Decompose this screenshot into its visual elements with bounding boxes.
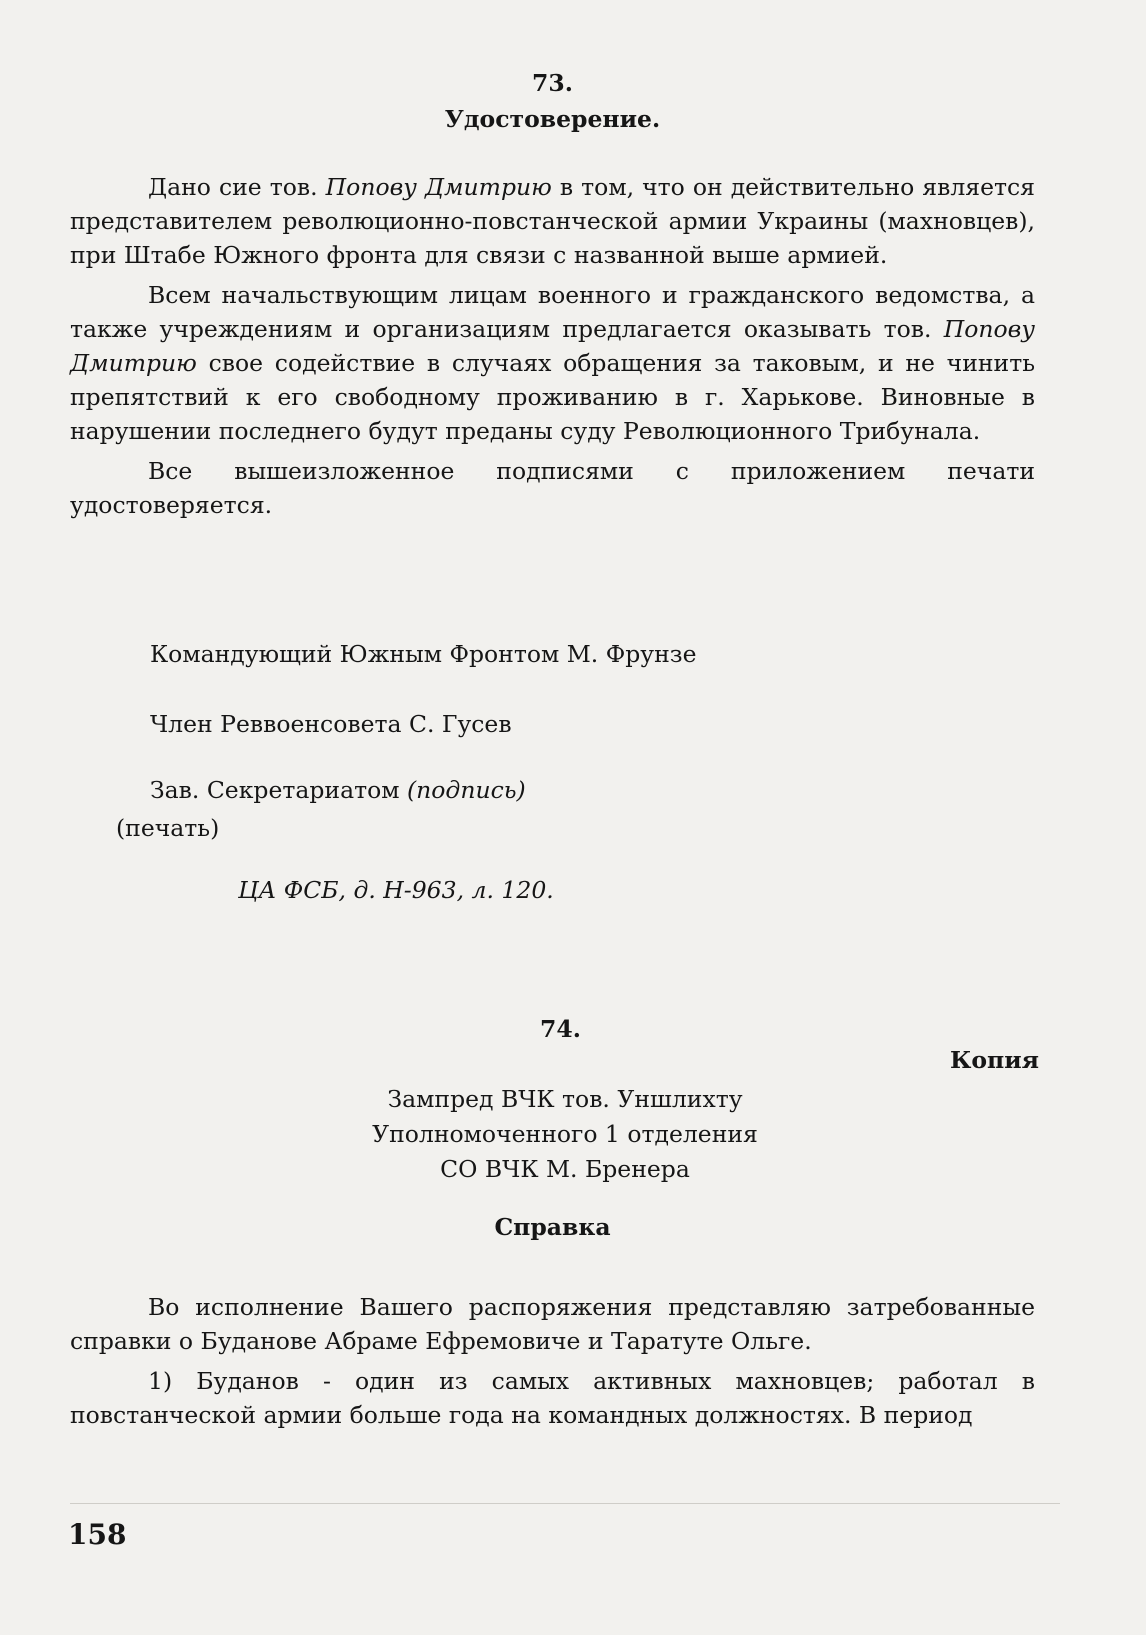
footer-divider <box>70 1503 1060 1504</box>
signature-member: Член Реввоенсовета С. Гусев <box>150 710 512 738</box>
doc73-paragraph-3: Все вышеизложенное подписями с приложением печати удостоверяется. <box>70 457 1035 519</box>
doc74-title: Справка <box>494 1213 611 1241</box>
doc73-paragraph-1: Дано сие тов. Попову Дмитрию в том, что он действительно является представителем революционно-повстанческой армии Украины (махновцев), при Штабе Южного фронта для связи с названной выше армией. <box>70 173 1036 269</box>
doc74-number: 74. <box>540 1015 581 1043</box>
doc73-paragraph-2: Всем начальствующим лицам военного и гражданского ведомства, а также учреждениям и организациям предлагается оказывать тов. Попову Дмитрию свое содействие в случаях обращения за таковым, и не чинить препятствий к его свободному проживанию в г. Харькове. Виновные в нарушении последнего будут преданы суду Революционного Трибунала. <box>70 281 1035 445</box>
seal-note: (печать) <box>116 814 220 842</box>
doc74-addressee-1: Зампред ВЧК тов. Уншлихту <box>387 1085 743 1113</box>
doc74-paragraph-2: 1) Буданов - один из самых активных махновцев; работал в повстанческой армии больше года на командных должностях. В период <box>70 1367 1035 1429</box>
doc73-archive-ref: ЦА ФСБ, д. Н-963, л. 120. <box>238 876 554 904</box>
doc74-addressee-3: СО ВЧК М. Бренера <box>440 1155 690 1183</box>
doc73-title: Удостоверение. <box>444 105 661 133</box>
doc73-number: 73. <box>532 69 573 97</box>
doc74-paragraph-1: Во исполнение Вашего распоряжения представляю затребованные справки о Буданове Абраме Ефремовиче и Таратуте Ольге. <box>70 1293 1035 1355</box>
doc74-body <box>70 1290 1035 1432</box>
signature-commander: Командующий Южным Фронтом М. Фрунзе <box>150 640 697 668</box>
signature-secretariat: Зав. Секретариатом (подпись) <box>150 776 526 804</box>
page-number: 158 <box>68 1518 127 1551</box>
doc73-name: Попову Дмитрию <box>325 173 552 201</box>
doc73-body <box>70 170 1035 522</box>
doc73-name-2: Попову Дмитрию <box>70 315 1035 377</box>
doc74-copy-label: Копия <box>950 1046 1040 1074</box>
doc74-addressee-2: Уполномоченного 1 отделения <box>372 1120 758 1148</box>
